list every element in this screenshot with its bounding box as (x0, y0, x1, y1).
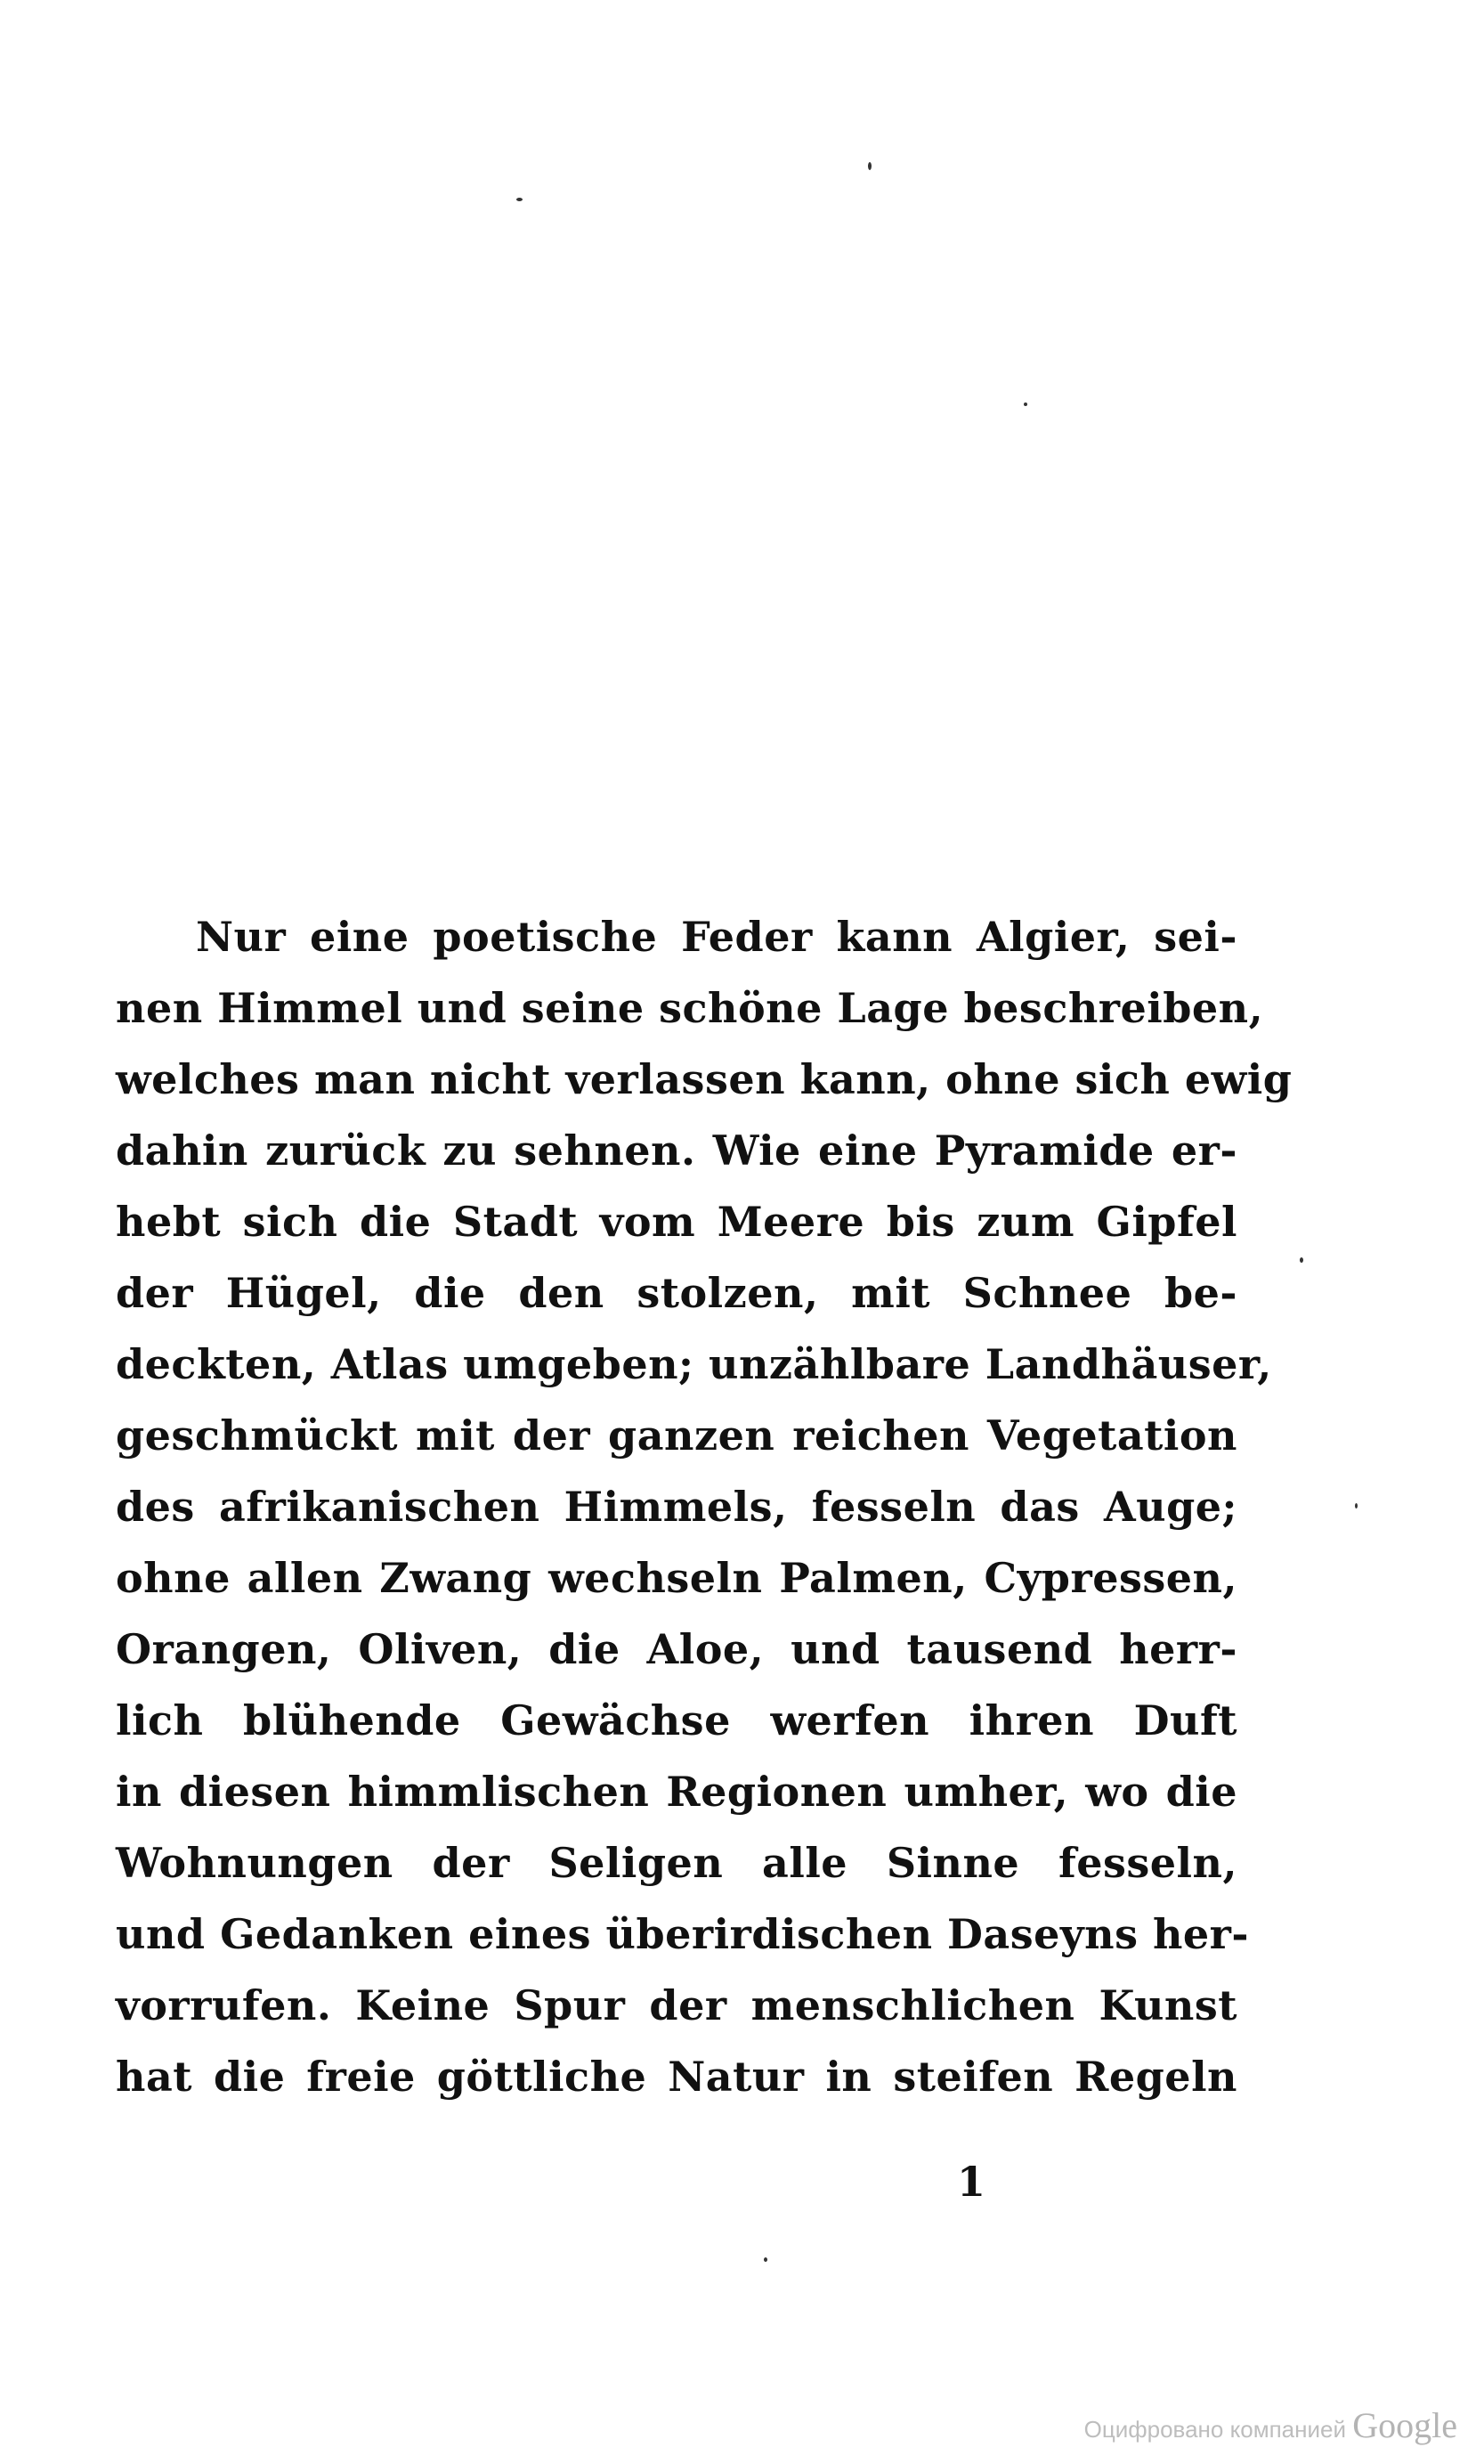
text-line: lich blühende Gewächse werfen ihren Duft (116, 1696, 1237, 1744)
watermark-prefix: Оцифровано компанией (1083, 2416, 1346, 2443)
scan-speck (1300, 1257, 1303, 1263)
text-line: der Hügel, die den stolzen, mit Schnee be- (116, 1269, 1237, 1317)
scan-speck (764, 2257, 767, 2262)
text-line: und Gedanken eines überirdischen Daseyns her- (116, 1910, 1250, 1958)
text-line: vorrufen. Keine Spur der menschlichen Kunst (116, 1981, 1237, 2029)
page-number: 1 (957, 2158, 986, 2206)
scan-speck (1024, 403, 1027, 406)
digitization-watermark (1084, 2404, 1457, 2446)
text-line: dahin zurück zu sehnen. Wie eine Pyramide er- (116, 1126, 1237, 1175)
text-line: hebt sich die Stadt vom Meere bis zum Gipfel (116, 1198, 1237, 1246)
text-line: Orangen, Oliven, die Aloe, und tausend herr- (116, 1625, 1237, 1673)
text-line: in diesen himmlischen Regionen umher, wo die (116, 1768, 1237, 1816)
body-text (116, 901, 1293, 2112)
text-line: nen Himmel und seine schöne Lage beschreiben, (116, 984, 1264, 1032)
text-line: Wohnungen der Seligen alle Sinne fesseln, (116, 1839, 1237, 1887)
text-line: des afrikanischen Himmels, fesseln das Auge; (116, 1483, 1237, 1531)
text-line: deckten, Atlas umgeben; unzählbare Landhäuser, (116, 1340, 1272, 1388)
watermark-brand: Google (1352, 2405, 1457, 2445)
text-line: Nur eine poetische Feder kann Algier, sei- (196, 913, 1237, 961)
scan-speck (516, 198, 523, 201)
text-line: ohne allen Zwang wechseln Palmen, Cypressen, (116, 1554, 1237, 1602)
scan-speck (1355, 1503, 1358, 1508)
text-line: hat die freie göttliche Natur in steifen Regeln (116, 2053, 1237, 2101)
scan-speck (868, 162, 872, 170)
text-line: welches man nicht verlassen kann, ohne sich ewig (116, 1055, 1293, 1103)
text-line: geschmückt mit der ganzen reichen Vegetation (116, 1411, 1237, 1460)
